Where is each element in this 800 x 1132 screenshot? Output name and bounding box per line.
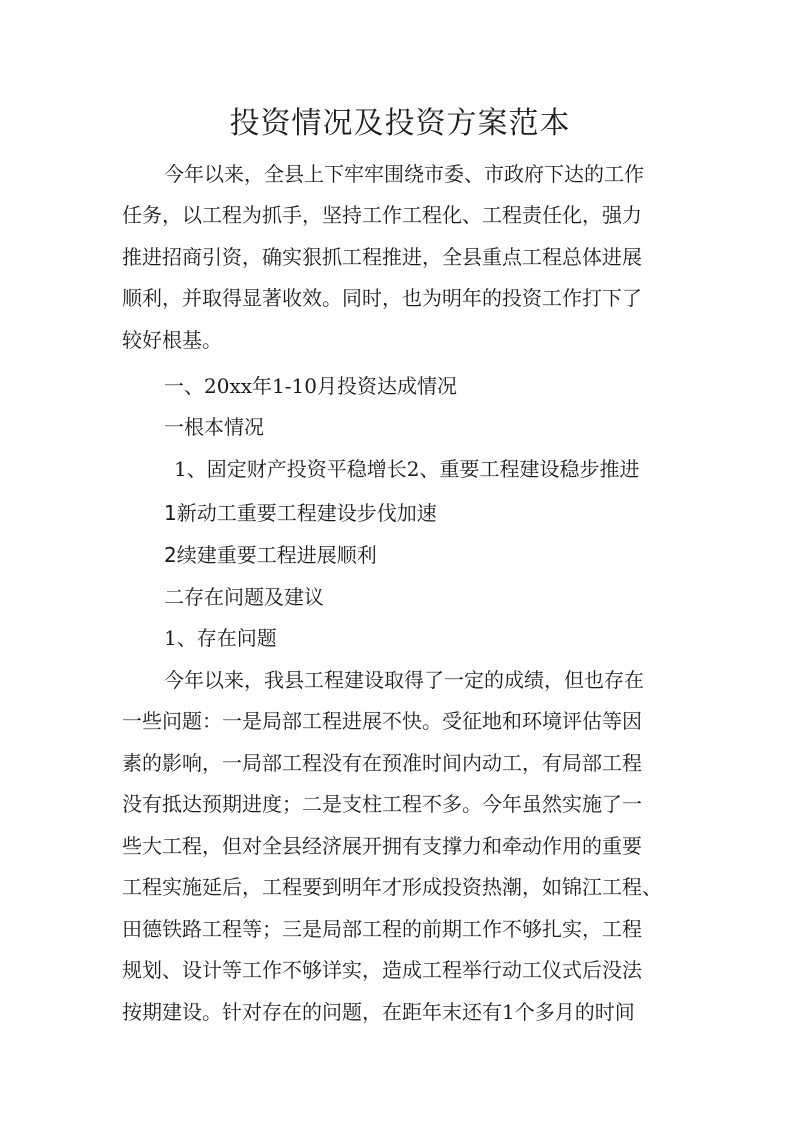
paragraph-line: 一些问题：一是局部工程进展不快。受征地和环境评估等因 xyxy=(122,709,642,733)
paragraph-line: 今年以来，全县上下牢牢围绕市委、市政府下达的工作 xyxy=(164,162,644,186)
subsection-heading: 一根本情况 xyxy=(164,415,264,439)
subsection-heading: 1、存在问题 xyxy=(164,626,277,650)
paragraph-line: 顺利，并取得显著收效。同时，也为明年的投资工作打下了 xyxy=(122,286,642,310)
paragraph-line: 工程实施延后，工程要到明年才形成投资热潮，如锦江工程、 xyxy=(122,875,662,899)
paragraph-line: 推进招商引资，确实狠抓工程推进，全县重点工程总体进展 xyxy=(122,245,642,269)
paragraph-line: 任务，以工程为抓手，坚持工作工程化、工程责任化，强力 xyxy=(122,203,642,227)
paragraph-line: 素的影响，一局部工程没有在预准时间内动工，有局部工程 xyxy=(122,751,642,775)
subsection-item: 2续建重要工程进展顺利 xyxy=(164,543,377,567)
section-heading: 一、20xx年1-10月投资达成情况 xyxy=(164,374,457,398)
subsection-heading: 1、固定财产投资平稳增长2、重要工程建设稳步推进 xyxy=(174,457,640,481)
subsection-item: 1新动工重要工程建设步伐加速 xyxy=(164,501,437,525)
section-heading: 二存在问题及建议 xyxy=(164,585,324,609)
paragraph-line: 今年以来，我县工程建设取得了一定的成绩，但也存在 xyxy=(164,668,644,692)
paragraph-line: 没有抵达预期进度；二是支柱工程不多。今年虽然实施了一 xyxy=(122,792,642,816)
paragraph-line: 较好根基。 xyxy=(122,328,222,352)
paragraph-line: 按期建设。针对存在的问题，在距年末还有1个多月的时间 xyxy=(122,1000,635,1024)
paragraph-line: 规划、设计等工作不够详实，造成工程举行动工仪式后没法 xyxy=(122,958,642,982)
paragraph-line: 田德铁路工程等；三是局部工程的前期工作不够扎实，工程 xyxy=(122,917,642,941)
document-title: 投资情况及投资方案范本 xyxy=(229,106,571,141)
paragraph-line: 些大工程，但对全县经济展开拥有支撑力和牵动作用的重要 xyxy=(122,834,642,858)
